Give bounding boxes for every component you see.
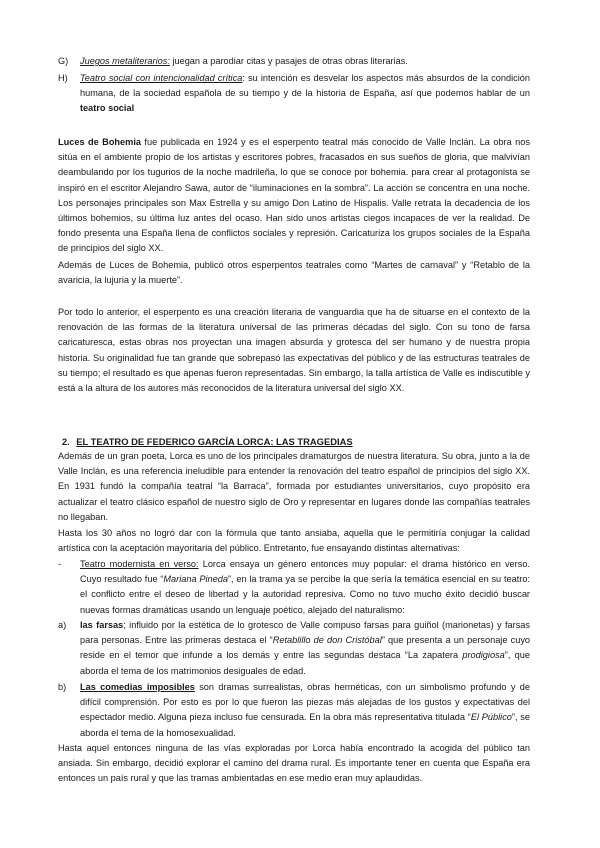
list-item-lead: Las comedias imposibles (80, 682, 195, 692)
paragraph-text: fue publicada en 1924 y es el esperpento teatral más conocido de Valle Inclán. La obra nos sitúa en el ambiente propio de los artistas y escritores pobres, fracasados en sus sueños de gloria, que malvivían deambulando por los tugurios de la noche madrileña, lo que se conoce por bohemia. para crear al protagonista se inspiró en el escritor Alejandro Sawa, autor de “iluminaciones en la sombra”. La acción se concentra en una noche. Los personajes principales son Max Estrella y su amigo Don Latino de Hispalis. Valle retrata la decadencia de los últimos bohemios, su última luz antes del ocaso. Han sido unos artistas ciegos incapaces de ver la realidad. De fondo presenta una España llena de conflictos sociales y represión. Caricaturiza los grupos sociales de la España de principios del siglo XX. (58, 137, 530, 254)
list-item-text: ” que presenta a un personaje cuyo reside en el temor que infunde a los demás y entre las segundas destaca “La zapatera (80, 635, 531, 661)
list-item-lead: Teatro modernista en verso: (80, 559, 199, 569)
paragraph-hasta-30: Hasta los 30 años no logró dar con la fórmula que tanto ansiaba, aquella que le permitiría conjugar la calidad artística con la aceptación mayoritaria del público. Entretanto, fue ensayando distintas alternativas: (58, 528, 530, 554)
list-marker: - (58, 559, 62, 569)
list-item-text: ; influido por la estética de lo grotesco de Valle compuso farsas para guiñol (marionetas) y farsas para personas. Entre las primeras destaca el “ (80, 620, 530, 646)
work-title: Mariana Pineda (163, 574, 228, 585)
list-item-lead: Juegos metaliterarios: (80, 56, 170, 66)
list-item-h (58, 71, 530, 117)
paragraph-closing: Hasta aquel entonces ninguna de las vías exploradas por Lorca había encontrado la acogida del público tan ansiada. Sin embargo, decidió explorar el camino del drama rural. Es importante tener en cuenta que España era entonces un país rural y que las tramas ambientadas en ese medio eran muy aplaudidas. (58, 743, 530, 784)
paragraph-lorca-intro: Además de un gran poeta, Lorca es uno de los principales dramaturgos de nuestra literatura. Su obra, junto a la de Valle Inclán, es una referencia ineludible para entender la renovación del teatro español de principios del siglo XX. En 1931 fundó la compañía teatral “la Barraca”, formada por estudiantes universitarios, cuyo propósito era actualizar el teatro clásico español de nuestro siglo de Oro y representar en lugares donde las compañías teatrales no llegaban. (58, 451, 530, 522)
list-marker: a) (58, 620, 67, 630)
list-item-text: ”, que aborda el tema de los matrimonios desiguales de edad. (80, 650, 530, 676)
list-item-text: ”, en la trama ya se percibe la que sería la temática esencial en su teatro: el conflicto entre el deseo de libertad y la autoridad represiva. Como no tuvo mucho éxito decidió buscar nuevas formas dramáticas usando un lenguaje poético, alejado del naturalismo: (80, 574, 530, 615)
list-marker: b) (58, 682, 67, 692)
list-marker: H) (58, 73, 68, 83)
section-number: 2. (62, 437, 70, 447)
list-item-teatro-modernista (58, 557, 530, 618)
list-item-text: juegan a parodiar citas y pasajes de otras obras literarias. (169, 56, 408, 66)
list-item-farsas (58, 618, 531, 679)
list-item-text: ”, se aborda el tema de la homosexualidad. (80, 712, 530, 738)
list-item-lead: Teatro social con intencionalidad crítica (80, 73, 243, 83)
list-item-text: son dramas surrealistas, obras herméticas, con un simbolismo profundo y de difícil comprensión. Por esto es por lo que fueron las piezas más alejadas de los gustos y expectativas del espectador medio. Alguna pieza incluso fue censurada. En la obra más representativa titulada “ (80, 682, 530, 723)
list-marker: G) (58, 56, 69, 66)
list-item-g (58, 54, 530, 69)
work-title: El Público (470, 712, 512, 723)
list-item-text: : su intención es desvelar los aspectos más absurdos de la condición humana, de la sociedad española de su tiempo y de la historia de España, así que podemos hablar de un (80, 73, 530, 99)
section-heading (62, 434, 522, 450)
work-title: prodigiosa (462, 650, 505, 661)
list-item-lead: las farsas (80, 620, 124, 630)
paragraph-luces-de-bohemia (58, 135, 530, 257)
paragraph-otros-esperpentos: Además de Luces de Bohemia, publicó otros esperpentos teatrales como “Martes de carnaval” y “Retablo de la avaricia, la lujuria y la muerte”. (58, 260, 530, 286)
list-item-comedias (58, 680, 530, 741)
list-item-bold: teatro social (80, 103, 135, 114)
section-title: EL TEATRO DE FEDERICO GARCÍA LORCA: LAS TRAGEDIAS (76, 436, 353, 447)
work-title: Luces de Bohemia (58, 137, 141, 147)
paragraph-conclusion: Por todo lo anterior, el esperpento es una creación literaria de vanguardia que ha de situarse en el contexto de la renovación de las formas de la literatura universal de las primeras décadas del siglo. Con su tono de farsa caricaturesca, estas obras nos proyectan una imagen absurda y grotesca del ser humano y de nuestra propia historia. Su originalidad fue tan grande que sobrepasó las expectativas del público y de las estructuras teatrales de su tiempo; el resultado es que apenas fueron representadas. Sin embargo, la talla artística de Valle es indiscutible y está a la altura de los autores más reconocidos de la literatura universal del siglo XX. (58, 307, 530, 394)
work-title: Retablillo de don Cristóbal (272, 635, 382, 646)
list-item-text: Lorca ensaya un género entonces muy popular: el drama histórico en verso. Cuyo resultado fue “ (80, 559, 530, 585)
